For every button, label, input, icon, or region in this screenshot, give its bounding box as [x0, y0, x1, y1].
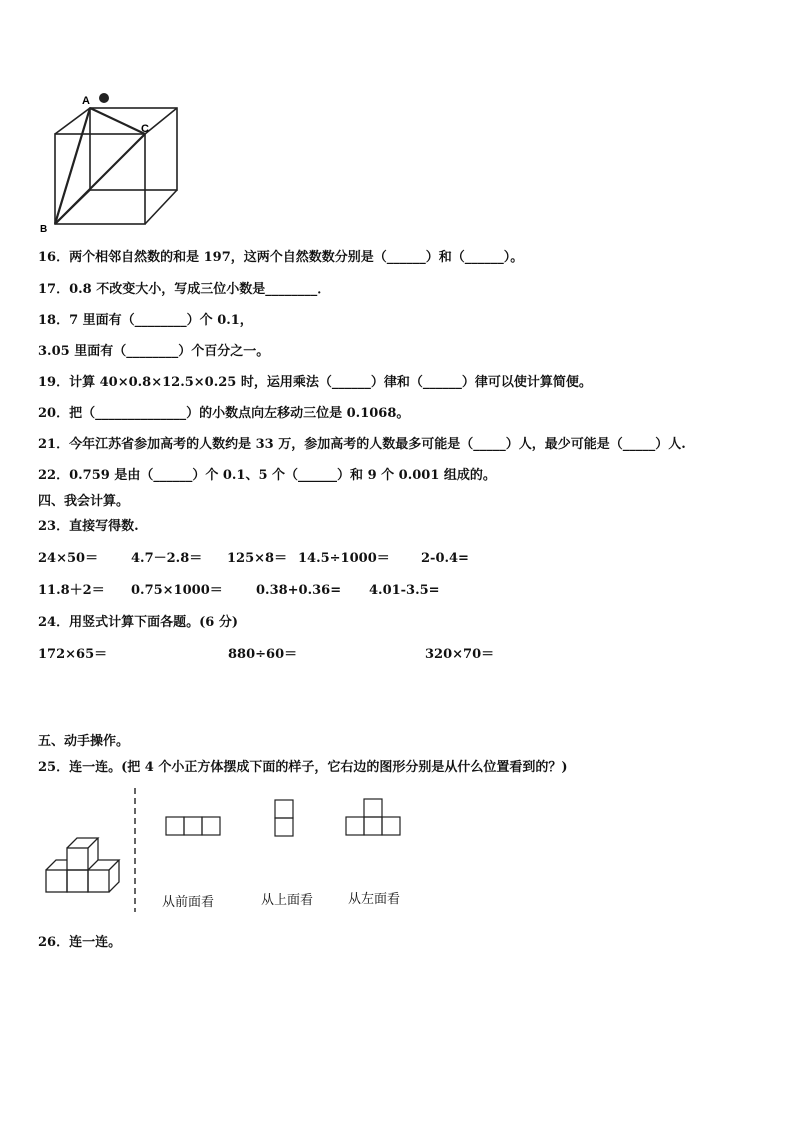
front-view-shape	[165, 816, 223, 838]
top-view-shape	[274, 799, 296, 839]
question-17: 17．0.8 不改变大小，写成三位小数是________．	[38, 282, 331, 297]
caption-front-view: 从前面看	[162, 895, 215, 910]
section-5-heading: 五、动手操作。	[38, 734, 130, 749]
calc-item: 4.7－2.8＝	[131, 551, 203, 566]
calc-item: 24×50＝	[38, 551, 99, 566]
question-24: 24．用竖式计算下面各题。(6 分)	[38, 615, 238, 630]
question-26: 26．连一连。	[38, 935, 122, 950]
calc-item: 0.75×1000＝	[131, 583, 223, 598]
left-view-shape	[345, 798, 405, 838]
cube-label-b: B	[40, 224, 48, 234]
question-22: 22．0.759 是由（______）个 0.1、5 个（______）和 9 个 0.001 组成的。	[38, 468, 496, 483]
question-20: 20．把（______________）的小数点向左移动三位是 0.1068。	[38, 406, 410, 421]
cube-label-a: A	[82, 95, 90, 107]
section-4-heading: 四、我会计算。	[38, 494, 130, 509]
calc-item: 2-0.4=	[421, 551, 469, 566]
vertical-calc-item: 880÷60＝	[228, 647, 298, 662]
ant-icon	[99, 93, 109, 103]
question-18a: 18．7 里面有（________）个 0.1，	[38, 313, 253, 328]
question-16: 16．两个相邻自然数的和是 197，这两个自然数数分别是（______）和（______）。	[38, 250, 524, 265]
question-21: 21．今年江苏省参加高考的人数约是 33 万，参加高考的人数最多可能是（_____）人，最少可能是（_____）人.	[38, 437, 686, 452]
cube-label-c: C	[141, 123, 149, 135]
question-19: 19．计算 40×0.8×12.5×0.25 时，运用乘法（______）律和（______）律可以使计算简便。	[38, 375, 592, 390]
question-23: 23．直接写得数.	[38, 519, 139, 534]
calc-item: 11.8＋2＝	[38, 583, 105, 598]
vertical-calc-item: 320×70＝	[425, 647, 495, 662]
caption-top-view: 从上面看	[261, 893, 314, 908]
stacked-cubes-figure	[44, 832, 126, 896]
calc-item: 14.5÷1000＝	[298, 551, 390, 566]
calc-item: 4.01-3.5=	[369, 583, 440, 598]
caption-left-view: 从左面看	[348, 892, 401, 907]
vertical-calc-item: 172×65＝	[38, 647, 108, 662]
calc-item: 125×8＝	[227, 551, 288, 566]
dashed-divider	[131, 788, 139, 912]
question-25: 25．连一连。(把 4 个小正方体摆成下面的样子，它右边的图形分别是从什么位置看到的？)	[38, 760, 568, 775]
cube-figure	[38, 84, 188, 234]
question-18b: 3.05 里面有（________）个百分之一。	[38, 344, 270, 359]
calc-item: 0.38+0.36=	[256, 583, 342, 598]
